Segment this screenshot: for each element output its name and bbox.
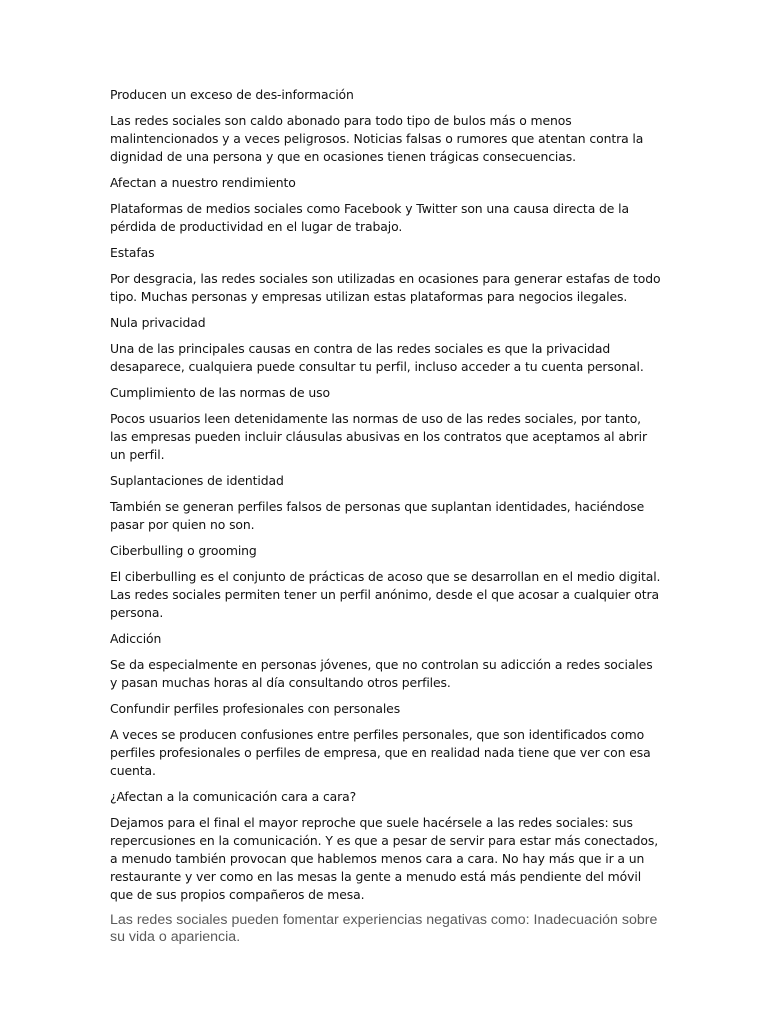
section-heading: Confundir perfiles profesionales con personales: [110, 701, 401, 716]
section-paragraph: Plataformas de medios sociales como Facebook y Twitter son una causa directa de la pérdida de productividad en el lugar de trabajo.: [110, 201, 629, 234]
section-heading: ¿Afectan a la comunicación cara a cara?: [110, 789, 357, 804]
section-heading: Producen un exceso de des-información: [110, 87, 354, 102]
section-heading: Ciberbulling o grooming: [110, 543, 257, 558]
section-paragraph: Pocos usuarios leen detenidamente las normas de uso de las redes sociales, por tanto, las empresas pueden incluir cláusulas abusivas en los contratos que aceptamos al abrir un perfil.: [110, 411, 647, 462]
section-heading: Nula privacidad: [110, 315, 206, 330]
section-paragraph: El ciberbulling es el conjunto de prácticas de acoso que se desarrollan en el medio digital. Las redes sociales permiten tener un perfil anónimo, desde el que acosar a cualquier otra persona.: [110, 569, 661, 620]
section-heading: Afectan a nuestro rendimiento: [110, 175, 296, 190]
section-heading: Estafas: [110, 245, 155, 260]
section-heading: Adicción: [110, 631, 162, 646]
section-paragraph: También se generan perfiles falsos de personas que suplantan identidades, haciéndose pasar por quien no son.: [110, 499, 645, 532]
closing-note: Las redes sociales pueden fomentar experiencias negativas como: Inadecuación sobre su vida o apariencia.: [110, 912, 658, 945]
document-page: [110, 86, 662, 946]
section-paragraph: Las redes sociales son caldo abonado para todo tipo de bulos más o menos malintencionados y a veces peligrosos. Noticias falsas o rumores que atentan contra la dignidad de una persona y que en ocasiones tienen trágicas consecuencias.: [110, 113, 644, 164]
section-paragraph: A veces se producen confusiones entre perfiles personales, que son identificados como perfiles profesionales o perfiles de empresa, que en realidad nada tiene que ver con esa cuenta.: [110, 727, 651, 778]
section-paragraph: Se da especialmente en personas jóvenes, que no controlan su adicción a redes sociales y pasan muchas horas al día consultando otros perfiles.: [110, 657, 653, 690]
section-paragraph: Dejamos para el final el mayor reproche que suele hacérsele a las redes sociales: sus repercusiones en la comunicación. Y es que a pesar de servir para estar más conectados, a menudo también provocan que hablemos menos cara a cara. No hay más que ir a un restaurante y ver como en las mesas la gente a menudo está más pendiente del móvil que de sus propios compañeros de mesa.: [110, 815, 659, 902]
section-heading: Cumplimiento de las normas de uso: [110, 385, 330, 400]
section-heading: Suplantaciones de identidad: [110, 473, 284, 488]
section-paragraph: Una de las principales causas en contra de las redes sociales es que la privacidad desaparece, cualquiera puede consultar tu perfil, incluso acceder a tu cuenta personal.: [110, 341, 644, 374]
section-paragraph: Por desgracia, las redes sociales son utilizadas en ocasiones para generar estafas de todo tipo. Muchas personas y empresas utilizan estas plataformas para negocios ilegales.: [110, 271, 661, 304]
